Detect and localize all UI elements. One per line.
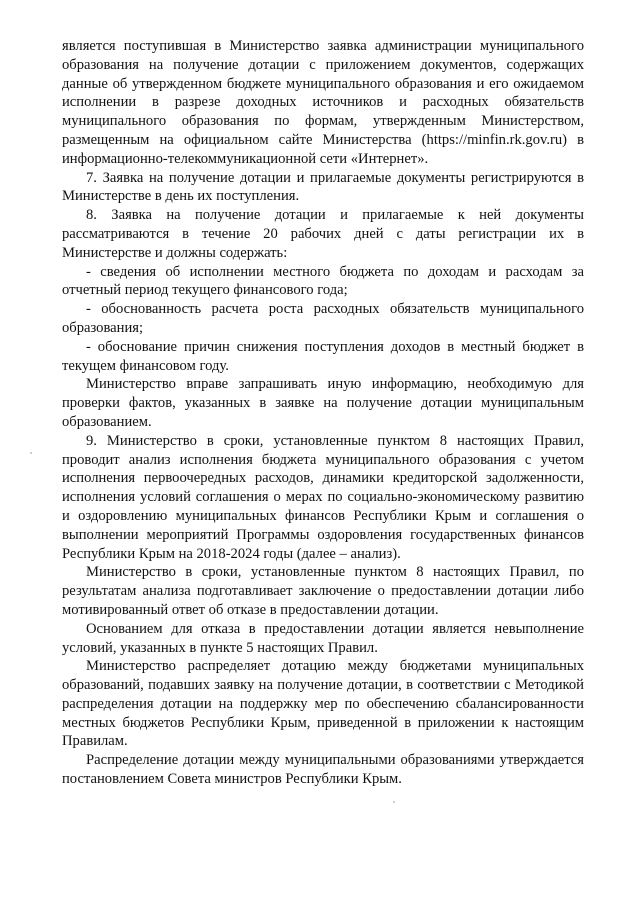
paragraph-item-7: 7. Заявка на получение дотации и прилагаемые документы регистрируются в Министерстве в день их поступления. — [62, 169, 584, 205]
paragraph-distribution: Министерство распределяет дотацию между бюджетами муниципальных образований, подавших заявку на получение дотации, в соответствии с Методикой распределения дотации на поддержку мер по обеспечению сбалансированности местных бюджетов Республики Крым, приведенной в приложении к настоящим Правилам. — [62, 658, 584, 750]
scan-speck — [30, 452, 32, 454]
paragraph-refusal-grounds: Основанием для отказа в предоставлении дотации является невыполнение условий, указанных в пункте 5 настоящих Правил. — [62, 620, 584, 656]
paragraph-approval: Распределение дотации между муниципальными образованиями утверждается постановлением Совета министров Республики Крым. — [62, 752, 584, 788]
list-item-budget-execution: - сведения об исполнении местного бюджета по доходам и расходам за отчетный период текущего финансового года; — [62, 263, 584, 299]
paragraph-continuation: является поступившая в Министерство заявка администрации муниципального образования на получение дотации с приложением документов, содержащих данные об утвержденном бюджете муниципального образования и его ожидаемом исполнении в разрезе доходных источников и расходных обязательств муниципального образования по формам, утвержденным Министерством, размещенным на официальном сайте Министерства (https://minfin.rk.gov.ru) в информационно-телекоммуникационной сети «Интернет». — [62, 38, 584, 167]
list-item-revenue-decline: - обоснование причин снижения поступления доходов в местный бюджет в текущем финансовом году. — [62, 338, 584, 374]
paragraph-item-8: 8. Заявка на получение дотации и прилагаемые к ней документы рассматриваются в течение 20 рабочих дней с даты регистрации их в Министерстве и должны содержать: — [62, 207, 584, 261]
document-body — [62, 37, 584, 789]
paragraph-item-9: 9. Министерство в сроки, установленные пунктом 8 настоящих Правил, проводит анализ исполнения бюджета муниципального образования с учетом исполнения первоочередных расходов, динамики кредиторской задолженности, исполнения условий соглашения о мерах по социально-экономическому развитию и оздоровлению муниципальных финансов Республики Крым и соглашения о выполнении мероприятий Программы оздоровления государственных финансов Республики Крым на 2018-2024 годы (далее – анализ). — [62, 432, 584, 562]
paragraph-additional-info: Министерство вправе запрашивать иную информацию, необходимую для проверки фактов, указанных в заявке на получение дотации муниципальным образованием. — [62, 376, 584, 430]
scan-speck — [393, 801, 395, 803]
list-item-expense-growth: - обоснованность расчета роста расходных обязательств муниципального образования; — [62, 301, 584, 336]
paragraph-conclusion: Министерство в сроки, установленные пунктом 8 настоящих Правил, по результатам анализа подготавливает заключение о предоставлении дотации либо мотивированный ответ об отказе в предоставлении дотации. — [62, 564, 584, 618]
